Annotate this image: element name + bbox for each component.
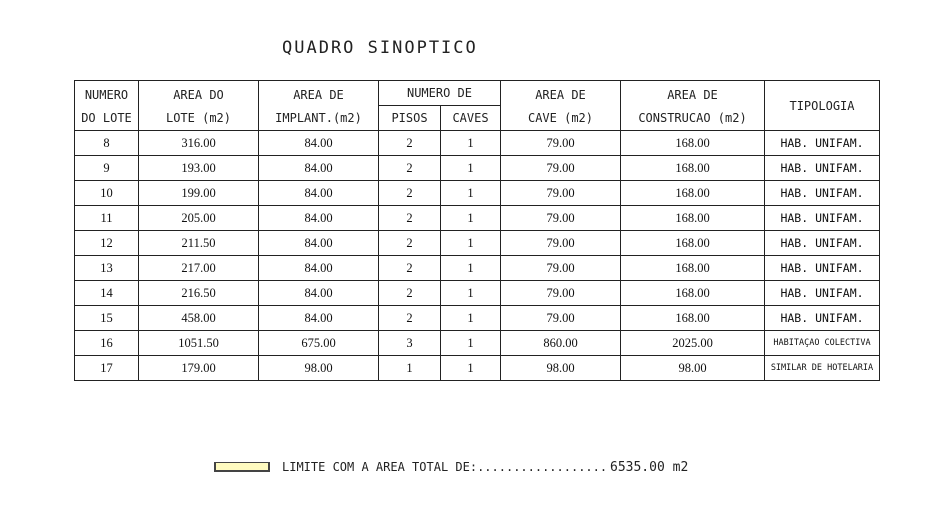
table-row bbox=[75, 331, 880, 356]
cell-area-cave: 79.00 bbox=[501, 156, 621, 181]
cell-implant: 84.00 bbox=[259, 131, 379, 156]
cell-construcao: 168.00 bbox=[621, 181, 765, 206]
table-row bbox=[75, 156, 880, 181]
cell-area-lote: 216.50 bbox=[139, 281, 259, 306]
cell-caves: 1 bbox=[441, 206, 501, 231]
cell-area-lote: 193.00 bbox=[139, 156, 259, 181]
legend-label: LIMITE COM A AREA TOTAL DE:.................. bbox=[282, 460, 608, 474]
cell-tipologia: HAB. UNIFAM. bbox=[765, 231, 880, 256]
limit-swatch bbox=[214, 462, 270, 472]
legend bbox=[214, 458, 689, 476]
cell-tipologia: HAB. UNIFAM. bbox=[765, 131, 880, 156]
cell-implant: 84.00 bbox=[259, 256, 379, 281]
cell-lote: 9 bbox=[75, 156, 139, 181]
cell-tipologia: HAB. UNIFAM. bbox=[765, 206, 880, 231]
cell-area-lote: 217.00 bbox=[139, 256, 259, 281]
cell-caves: 1 bbox=[441, 181, 501, 206]
cell-pisos: 2 bbox=[379, 306, 441, 331]
table-row bbox=[75, 231, 880, 256]
cell-area-cave: 79.00 bbox=[501, 281, 621, 306]
cell-lote: 11 bbox=[75, 206, 139, 231]
header-caves: CAVES bbox=[441, 106, 501, 131]
cell-area-cave: 79.00 bbox=[501, 231, 621, 256]
cell-pisos: 2 bbox=[379, 181, 441, 206]
cell-implant: 84.00 bbox=[259, 281, 379, 306]
cell-lote: 17 bbox=[75, 356, 139, 381]
cell-lote: 13 bbox=[75, 256, 139, 281]
cell-tipologia: HAB. UNIFAM. bbox=[765, 156, 880, 181]
cell-pisos: 2 bbox=[379, 206, 441, 231]
cell-implant: 675.00 bbox=[259, 331, 379, 356]
cell-construcao: 168.00 bbox=[621, 131, 765, 156]
cell-construcao: 168.00 bbox=[621, 231, 765, 256]
cell-construcao: 168.00 bbox=[621, 306, 765, 331]
cell-area-lote: 199.00 bbox=[139, 181, 259, 206]
header-pisos: PISOS bbox=[379, 106, 441, 131]
cell-caves: 1 bbox=[441, 281, 501, 306]
cell-caves: 1 bbox=[441, 331, 501, 356]
cell-construcao: 168.00 bbox=[621, 206, 765, 231]
header-area-lote-line2: LOTE (m2) bbox=[139, 106, 259, 131]
cell-construcao: 168.00 bbox=[621, 281, 765, 306]
page-title: QUADRO SINOPTICO bbox=[282, 38, 478, 58]
table-row bbox=[75, 356, 880, 381]
cell-area-cave: 79.00 bbox=[501, 256, 621, 281]
cell-lote: 10 bbox=[75, 181, 139, 206]
cell-tipologia: HAB. UNIFAM. bbox=[765, 181, 880, 206]
table-row bbox=[75, 281, 880, 306]
cell-implant: 84.00 bbox=[259, 306, 379, 331]
cell-tipologia: HAB. UNIFAM. bbox=[765, 281, 880, 306]
cell-area-cave: 79.00 bbox=[501, 306, 621, 331]
cell-tipologia: HABITAÇAO COLECTIVA bbox=[765, 331, 880, 356]
cell-pisos: 1 bbox=[379, 356, 441, 381]
cell-caves: 1 bbox=[441, 156, 501, 181]
header-lote-line1: NUMERO bbox=[75, 81, 139, 106]
cell-tipologia: HAB. UNIFAM. bbox=[765, 306, 880, 331]
header-area-cave-line2: CAVE (m2) bbox=[501, 106, 621, 131]
cell-area-lote: 458.00 bbox=[139, 306, 259, 331]
cell-tipologia: HAB. UNIFAM. bbox=[765, 256, 880, 281]
header-implant-line1: AREA DE bbox=[259, 81, 379, 106]
cell-lote: 16 bbox=[75, 331, 139, 356]
cell-area-lote: 179.00 bbox=[139, 356, 259, 381]
header-implant-line2: IMPLANT.(m2) bbox=[259, 106, 379, 131]
cell-construcao: 2025.00 bbox=[621, 331, 765, 356]
header-area-lote-line1: AREA DO bbox=[139, 81, 259, 106]
cell-construcao: 98.00 bbox=[621, 356, 765, 381]
cell-pisos: 3 bbox=[379, 331, 441, 356]
cell-implant: 98.00 bbox=[259, 356, 379, 381]
cell-caves: 1 bbox=[441, 306, 501, 331]
cell-implant: 84.00 bbox=[259, 181, 379, 206]
cell-construcao: 168.00 bbox=[621, 156, 765, 181]
cell-area-lote: 316.00 bbox=[139, 131, 259, 156]
cell-lote: 12 bbox=[75, 231, 139, 256]
cell-area-lote: 205.00 bbox=[139, 206, 259, 231]
cell-construcao: 168.00 bbox=[621, 256, 765, 281]
cell-area-lote: 1051.50 bbox=[139, 331, 259, 356]
synoptic-table bbox=[74, 80, 880, 381]
table-row bbox=[75, 206, 880, 231]
table-row bbox=[75, 131, 880, 156]
cell-implant: 84.00 bbox=[259, 206, 379, 231]
cell-lote: 15 bbox=[75, 306, 139, 331]
cell-area-cave: 79.00 bbox=[501, 131, 621, 156]
cell-lote: 14 bbox=[75, 281, 139, 306]
table-row bbox=[75, 181, 880, 206]
table-row bbox=[75, 256, 880, 281]
cell-caves: 1 bbox=[441, 356, 501, 381]
cell-area-cave: 860.00 bbox=[501, 331, 621, 356]
header-construcao-line2: CONSTRUCAO (m2) bbox=[621, 106, 765, 131]
header-tipologia: TIPOLOGIA bbox=[765, 81, 880, 131]
cell-area-cave: 98.00 bbox=[501, 356, 621, 381]
cell-pisos: 2 bbox=[379, 231, 441, 256]
cell-implant: 84.00 bbox=[259, 156, 379, 181]
cell-caves: 1 bbox=[441, 231, 501, 256]
table-row bbox=[75, 306, 880, 331]
cell-lote: 8 bbox=[75, 131, 139, 156]
header-numero-de: NUMERO DE bbox=[379, 81, 501, 106]
cell-pisos: 2 bbox=[379, 131, 441, 156]
cell-implant: 84.00 bbox=[259, 231, 379, 256]
cell-area-lote: 211.50 bbox=[139, 231, 259, 256]
header-construcao-line1: AREA DE bbox=[621, 81, 765, 106]
cell-tipologia: SIMILAR DE HOTELARIA bbox=[765, 356, 880, 381]
cell-caves: 1 bbox=[441, 256, 501, 281]
cell-area-cave: 79.00 bbox=[501, 206, 621, 231]
table-body bbox=[75, 131, 880, 381]
cell-pisos: 2 bbox=[379, 156, 441, 181]
legend-total: 6535.00 m2 bbox=[610, 459, 689, 475]
cell-area-cave: 79.00 bbox=[501, 181, 621, 206]
cell-pisos: 2 bbox=[379, 256, 441, 281]
cell-pisos: 2 bbox=[379, 281, 441, 306]
header-area-cave-line1: AREA DE bbox=[501, 81, 621, 106]
cell-caves: 1 bbox=[441, 131, 501, 156]
header-lote-line2: DO LOTE bbox=[75, 106, 139, 131]
